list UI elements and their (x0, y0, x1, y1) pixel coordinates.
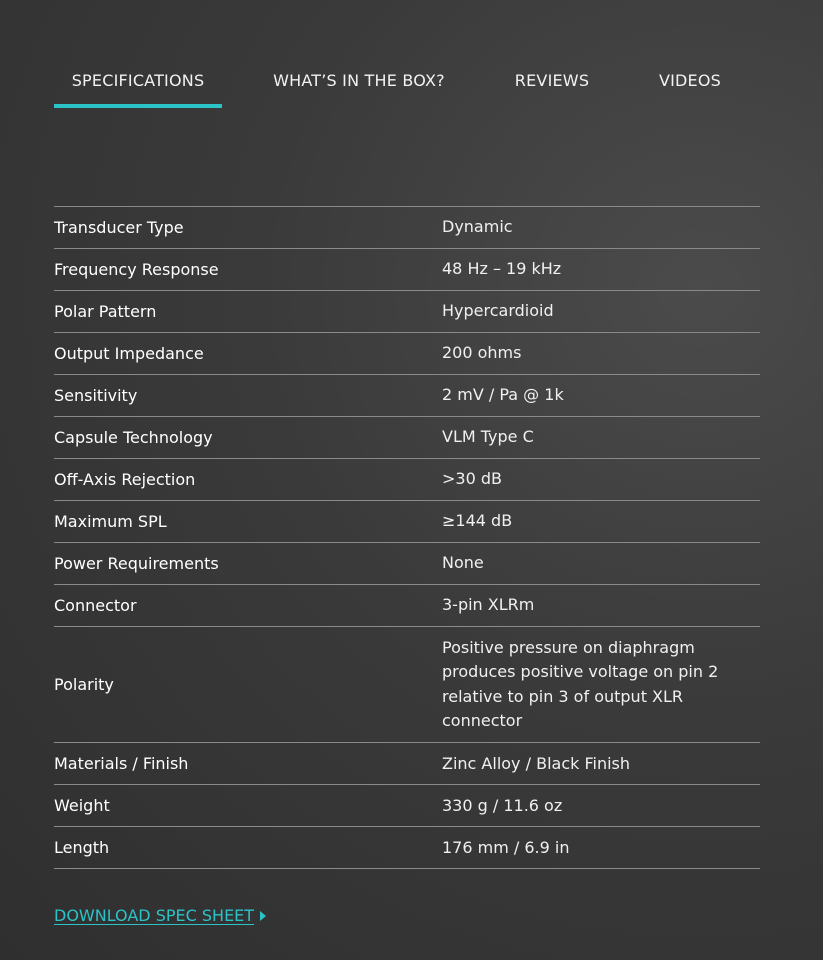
spec-label: Power Requirements (54, 554, 219, 573)
spec-value: 48 Hz – 19 kHz (442, 259, 562, 279)
spec-label: Output Impedance (54, 344, 204, 363)
spec-row (54, 743, 760, 785)
spec-row (54, 333, 760, 375)
tab-specifications[interactable]: SPECIFICATIONS (54, 60, 222, 108)
spec-value: 176 mm / 6.9 in (442, 837, 570, 857)
spec-row (54, 249, 760, 291)
download-spec-sheet-label: DOWNLOAD SPEC SHEET (54, 906, 255, 925)
spec-label: Sensitivity (54, 386, 138, 405)
spec-value: Positive pressure on diaphragm produces positive voltage on pin 2 relative to pin 3 of output XLR connector (442, 638, 719, 730)
spec-label: Materials / Finish (54, 754, 189, 774)
spec-value: Dynamic (442, 217, 513, 237)
spec-value: 330 g / 11.6 oz (442, 795, 563, 815)
spec-label: Weight (54, 796, 110, 816)
spec-row (54, 827, 760, 869)
spec-row (54, 627, 760, 743)
spec-row (54, 417, 760, 459)
spec-row (54, 543, 760, 585)
spec-value: 3-pin XLRm (442, 595, 535, 615)
spec-label: Frequency Response (54, 260, 219, 279)
spec-value: 200 ohms (442, 343, 522, 363)
spec-row (54, 207, 760, 249)
spec-label: Off-Axis Rejection (54, 470, 196, 489)
spec-row (54, 291, 760, 333)
spec-label: Connector (54, 596, 137, 615)
spec-value: None (442, 553, 484, 573)
spec-row (54, 785, 760, 827)
spec-value: ≥144 dB (442, 511, 513, 531)
spec-row (54, 501, 760, 543)
spec-label: Transducer Type (54, 218, 184, 237)
tab-videos[interactable]: VIDEOS (658, 71, 722, 90)
spec-label: Maximum SPL (54, 512, 167, 531)
spec-value: Hypercardioid (442, 301, 554, 321)
spec-row (54, 585, 760, 627)
tab-bar (54, 60, 760, 108)
spec-value: VLM Type C (442, 427, 534, 447)
spec-label: Length (54, 838, 110, 858)
spec-row (54, 459, 760, 501)
caret-right-icon (260, 911, 266, 921)
spec-table (54, 206, 760, 869)
tab-whats-in-the-box[interactable]: WHAT’S IN THE BOX? (273, 71, 445, 90)
spec-row (54, 375, 760, 417)
download-spec-sheet-link[interactable] (54, 906, 266, 925)
spec-value: 2 mV / Pa @ 1k (442, 385, 564, 405)
spec-value: Zinc Alloy / Black Finish (442, 753, 631, 773)
spec-label: Polarity (54, 675, 114, 695)
spec-value: >30 dB (442, 469, 502, 489)
tab-reviews[interactable]: REVIEWS (514, 71, 590, 90)
spec-label: Capsule Technology (54, 428, 213, 447)
spec-label: Polar Pattern (54, 302, 157, 321)
